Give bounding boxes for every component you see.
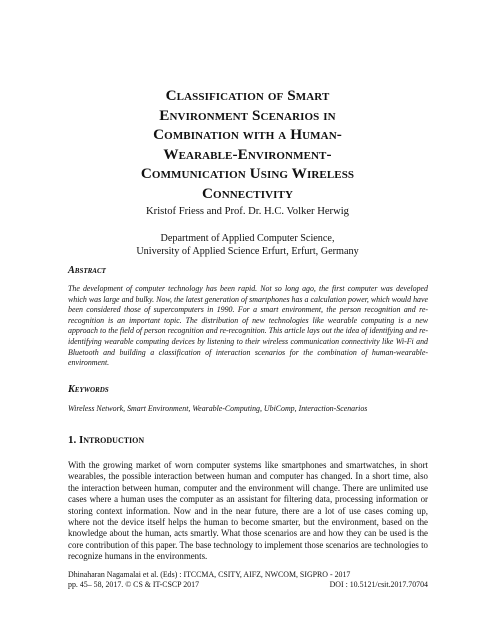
keywords-text: Wireless Network, Smart Environment, Wearable-Computing, UbiComp, Interaction-Scenarios [68, 404, 368, 413]
footer-proceedings: Dhinaharan Nagamalai et al. (Eds) : ITCCMA, CSITY, AIFZ, NWCOM, SIGPRO - 2017 [68, 570, 351, 579]
footer-row [68, 580, 428, 590]
title-line: Communication Using Wireless [140, 165, 355, 183]
title-line: Environment Scenarios in [159, 106, 336, 124]
keywords-heading: Keywords [68, 384, 109, 395]
paper-title [60, 86, 435, 204]
footer-pages-copyright: pp. 45– 58, 2017. © CS & IT-CSCP 2017 [68, 580, 200, 590]
abstract-heading: Abstract [68, 265, 106, 276]
title-line: Classification of Smart [165, 87, 330, 104]
title-line: Connectivity [201, 184, 293, 202]
affiliation [40, 232, 455, 258]
title-line: Combination with a Human- [153, 126, 342, 144]
affiliation-line: University of Applied Science Erfurt, Erfurt, Germany [136, 246, 359, 257]
affiliation-line: Department of Applied Computer Science, [160, 233, 335, 244]
introduction-text: With the growing market of worn computer systems like smartphones and smartwatches, in short wearables, the possible interaction between human and computer has changed. In a short time, also the interaction between human, computer and the environment will change. There are unlimited use cases where a human uses the computer as an assistant for filtering data, processing information or storing context information. Now and in the near future, there are a lot of use cases coming up, where not the device itself helps the human to become smarter, but the environment, based on the knowledge about the human, acts smartly. What those scenarios are and how they can be used is the core contribution of this paper. The base technology to implement those scenarios are technologies to recognize humans in the environments. [68, 460, 428, 562]
page-footer [68, 570, 428, 590]
title-line: Wearable-Environment- [163, 145, 332, 163]
authors: Kristof Friess and Prof. Dr. H.C. Volker Herwig [146, 206, 349, 217]
introduction-heading: 1. Introduction [68, 434, 145, 446]
footer-doi: DOI : 10.5121/csit.2017.70704 [329, 580, 428, 590]
abstract-text: The development of computer technology has been rapid. Not so long ago, the first computer was developed which was large and bulky. Now, the latest generation of smartphones has a calculation power, which would have been considered those of supercomputers in 1990. For a smart environment, the person recognition and re-recognition is an important topic. The distribution of new technologies like wearable computing is a new approach to the field of person recognition and re-recognition. This article lays out the idea of identifying and re-identifying wearable computing devices by listening to their wireless communication connectivity like Wi-Fi and Bluetooth and building a classification of interaction scenarios for the combination of human-wearable-environment. [68, 284, 428, 368]
